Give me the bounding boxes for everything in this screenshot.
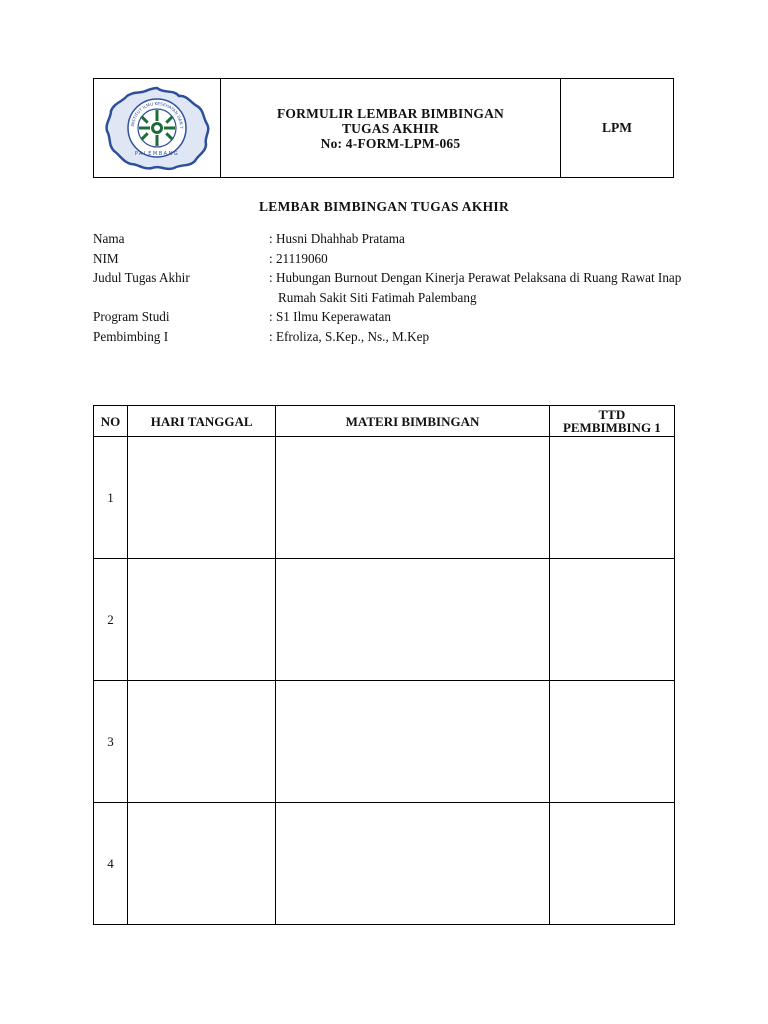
material-cell[interactable] — [276, 559, 549, 681]
department-code: LPM — [561, 79, 674, 178]
info-value: : Hubungan Burnout Dengan Kinerja Perawat Pelaksana di Ruang Rawat Inap Rumah Sakit Siti Fatimah Palembang — [269, 270, 682, 305]
info-label: NIM — [93, 250, 119, 266]
date-cell[interactable] — [128, 559, 276, 681]
material-cell[interactable] — [276, 681, 549, 803]
signature-cell[interactable] — [549, 559, 674, 681]
form-title-line2: TUGAS AKHIR — [341, 120, 440, 136]
institution-logo — [103, 85, 211, 171]
header-no: NO — [94, 406, 128, 437]
date-cell[interactable] — [128, 437, 276, 559]
date-cell[interactable] — [128, 803, 276, 925]
table-header-row — [94, 406, 675, 437]
header-material: MATERI BIMBINGAN — [276, 406, 549, 437]
info-row-program — [93, 307, 693, 327]
material-cell[interactable] — [276, 437, 549, 559]
table-row — [94, 437, 675, 559]
row-number: 4 — [94, 803, 128, 925]
info-value: : Husni Dhahhab Pratama — [269, 231, 405, 246]
info-row-thesis-title — [93, 268, 693, 307]
header-date: HARI TANGGAL — [128, 406, 276, 437]
guidance-table — [93, 405, 675, 925]
info-row-nim — [93, 249, 693, 269]
info-label: Nama — [93, 231, 125, 246]
signature-cell[interactable] — [549, 681, 674, 803]
table-row — [94, 681, 675, 803]
document-title: LEMBAR BIMBINGAN TUGAS AKHIR — [258, 199, 510, 214]
form-title-cell — [221, 79, 561, 178]
logo-cell — [94, 79, 221, 178]
student-info — [93, 229, 693, 347]
info-value: : 21119060 — [269, 250, 328, 266]
form-number: No: 4-FORM-LPM-065 — [320, 135, 461, 151]
row-number: 2 — [94, 559, 128, 681]
form-title-line1: FORMULIR LEMBAR BIMBINGAN — [276, 105, 504, 121]
info-row-name — [93, 229, 693, 249]
header-signature-line1: TTD — [598, 407, 626, 422]
signature-cell[interactable] — [549, 437, 674, 559]
date-cell[interactable] — [128, 681, 276, 803]
row-number: 1 — [94, 437, 128, 559]
info-label: Judul Tugas Akhir — [93, 270, 190, 286]
material-cell[interactable] — [276, 803, 549, 925]
table-row — [94, 803, 675, 925]
row-number: 3 — [94, 681, 128, 803]
info-value: : Efroliza, S.Kep., Ns., M.Kep — [269, 328, 430, 344]
header-signature-line2: PEMBIMBING 1 — [562, 420, 661, 435]
info-value: : S1 Ilmu Keperawatan — [269, 309, 391, 325]
table-row — [94, 559, 675, 681]
info-label: Program Studi — [93, 309, 170, 325]
info-label: Pembimbing I — [93, 328, 169, 344]
svg-text:INSTITUT ILMU KESEHATAN DAN TE: INSTITUT ILMU KESEHATAN DAN T — [130, 100, 185, 129]
logo-city-text: PALEMBANG — [134, 151, 180, 157]
signature-cell[interactable] — [549, 803, 674, 925]
info-row-supervisor — [93, 327, 693, 347]
header-signature — [549, 406, 674, 437]
form-header — [93, 78, 674, 178]
